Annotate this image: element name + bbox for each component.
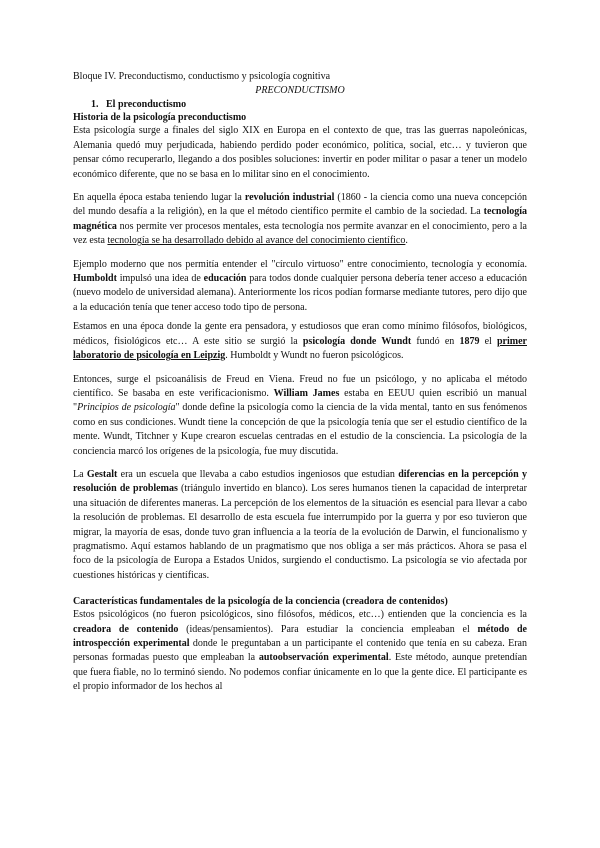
- emphasis-text: Gestalt: [86, 468, 118, 480]
- section-number: 1.: [91, 99, 99, 111]
- emphasis-text: método de introspección experimental: [73, 623, 527, 649]
- paragraph-7: Estos psicológicos (no fueron psicológicos, sino filósofos, médicos, etc…) entienden que la conciencia es la creadora de contenido (ideas/pensamientos). Para estudiar la conciencia empleaban el método de introspección experimental donde le preguntaban a un participante el contenido que tenía en su cabeza. Eran personas formadas puesto que empleaban la autoobservación experimental. Este método, aunque pretendían que fuera fiable, no lo terminó siendo. No podemos confiar únicamente en lo que la gente dice. El participante es el propio informador de los hechos al: [73, 609, 528, 693]
- paragraph-5: Entonces, surge el psicoanálisis de Freud en Viena. Freud no fue un psicólogo, y no aplicaba el método científico. Se basaba en este verificacionismo. William James estaba en EEUU quien escribió un manual "Principios de psicología" donde define la psicología como la ciencia de la vida mental, tanto en sus fenómenos como en sus condiciones. Wundt tiene la concepción de que la psicología tenía que ser el estudio científico de la mente. Wundt, Titchner y Kupe crearon escuelas centradas en el estudio de la consciencia. La psicología de la conciencia marcó los orígenes de la psicología, fue muy discutida.: [73, 373, 527, 457]
- emphasis-text: 1879: [459, 335, 480, 347]
- emphasis-text: primer laboratorio de psicología en Leipzig: [73, 335, 527, 362]
- emphasis-text: Humboldt: [73, 273, 117, 285]
- emphasis-text: diferencias en la percepción y resolución de problemas: [73, 468, 528, 495]
- subheading-history: Historia de la psicología preconductismo: [73, 112, 247, 124]
- emphasis-text: autoobservación experimental: [258, 652, 389, 664]
- emphasis-text: Principios de psicología: [77, 402, 176, 414]
- paragraph-3: Ejemplo moderno que nos permitía entender el "círculo virtuoso" entre conocimiento, tecnología y economía. Humboldt impulsó una idea de educación para todos donde cualquier persona debería tener acceso a educación (nuevo modelo de universidad alemana). Anteriormente los ricos podían formarse mediante tutores, pero dijo que a la educación tenía que tener acceso todo tipo de persona.: [73, 258, 527, 313]
- page-title: PRECONDUCTISMO: [255, 85, 345, 97]
- section-heading: [73, 98, 527, 111]
- block-title: Bloque IV. Preconductismo, conductismo y psicología cognitiva: [73, 71, 331, 82]
- emphasis-text: tecnología se ha desarrollado debido al avance del conocimiento científico: [107, 235, 406, 247]
- paragraph-1: Esta psicología surge a finales del siglo XIX en Europa en el contexto de que, tras las guerras napoleónicas, Alemania quedó muy perjudicada, habiendo perdido poder económico, política, social, etc… y tuvieron que pensar cómo recuperarlo, llegando a dos posibles soluciones: invertir en poder militar o pasar a tener un modelo económico diferente, que no se basa en lo militar sino en el conocimiento.: [73, 125, 527, 180]
- paragraph-6: La Gestalt era un escuela que llevaba a cabo estudios ingeniosos que estudian diferencias en la percepción y resolución de problemas (triángulo invertido en blanco). Los seres humanos tienen la capacidad de interpretar una situación de diferentes maneras. La percepción de los elementos de la situación es esencial para llevar a cabo la resolución de problemas. El desarrollo de esta escuela fue interrumpido por la guerra y por eso tuvieron que migrar, la mayoría de esas, donde tuvo gran influencia a la teoría de la evolución de Darwin, el funcionalismo y pragmatismo. Aquí estamos hablando de un pragmatismo que nos obliga a ser más prácticos. Ahora se pasa el foco de la psicología de Europa a Estados Unidos, surgiendo el conductismo. La psicología se vio afectada por cuestiones históricas y científicas.: [73, 468, 528, 581]
- paragraph-2: En aquella época estaba teniendo lugar la revolución industrial (1860 - la ciencia como una nueva concepción del mundo desafía a la religión), en la que el método científico permite el cambio de la sociedad. La tecnología magnética nos permite ver procesos mentales, esta tecnología nos permite avanzar en el conocimiento, pero a la vez esta tecnología se ha desarrollado debido al avance del conocimiento científico.: [73, 192, 527, 247]
- emphasis-text: William James: [273, 387, 340, 399]
- section-title: El preconductismo: [106, 99, 187, 111]
- emphasis-text: creadora de contenido: [73, 623, 179, 635]
- subheading-characteristics: Características fundamentales de la psicología de la conciencia (creadora de contenidos): [73, 596, 448, 608]
- emphasis-text: psicología donde Wundt: [302, 335, 412, 347]
- emphasis-text: tecnología magnética: [73, 206, 527, 232]
- emphasis-text: revolución industrial: [244, 192, 335, 204]
- paragraph-4: Estamos en una época donde la gente era pensadora, y estudiosos que eran como mínimo filósofos, biológicos, médicos, fisiológicos etc… A este sitio se surgió la psicología donde Wundt fundó en 1879 el primer laboratorio de psicología en Leipzig. Humboldt y Wundt no fueron psicológicos.: [73, 321, 527, 362]
- emphasis-text: educación: [203, 273, 247, 285]
